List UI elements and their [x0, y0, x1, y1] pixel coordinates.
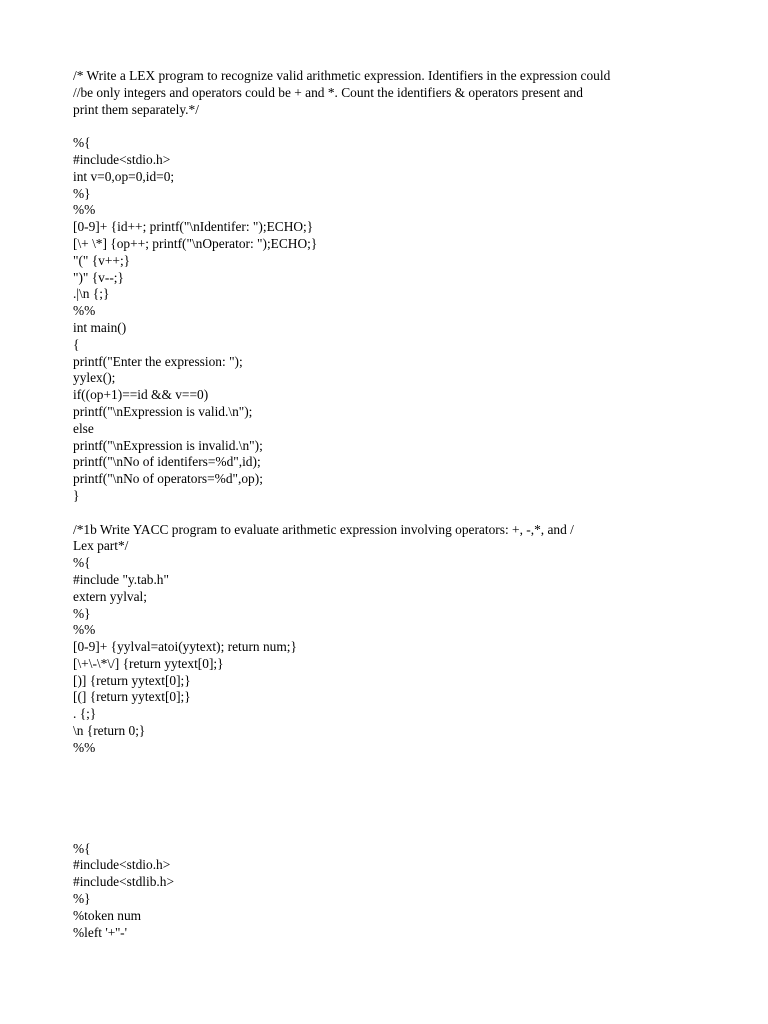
text-line: %% — [73, 303, 96, 319]
text-line: { — [73, 336, 80, 352]
lex-problem-statement — [73, 68, 713, 118]
text-line: ")" {v--;} — [73, 269, 124, 285]
text-line: #include "y.tab.h" — [73, 571, 169, 587]
text-line: printf("\nExpression is valid.\n"); — [73, 403, 253, 419]
text-line: printf("\nNo of identifers=%d",id); — [73, 454, 261, 470]
text-line: int v=0,op=0,id=0; — [73, 168, 175, 184]
document-page — [73, 68, 713, 941]
text-line: #include<stdio.h> — [73, 857, 171, 873]
lex-program-code — [73, 135, 713, 505]
paragraph-gap — [73, 118, 713, 135]
text-line: /* Write a LEX program to recognize valid arithmetic expression. Identifiers in the expression could — [73, 68, 611, 83]
blank-space — [73, 757, 713, 841]
text-line: [0-9]+ {id++; printf("\nIdentifer: ");ECHO;} — [73, 219, 314, 235]
text-line: } — [73, 487, 80, 503]
paragraph-gap — [73, 505, 713, 522]
text-line: %{ — [73, 135, 91, 151]
text-line: %{ — [73, 840, 91, 856]
text-line: //be only integers and operators could be + and *. Count the identifiers & operators present and — [73, 84, 583, 100]
text-line: \n {return 0;} — [73, 723, 146, 739]
text-line: %} — [73, 605, 91, 621]
text-line: %{ — [73, 555, 91, 571]
text-line: /*1b Write YACC program to evaluate arithmetic expression involving operators: +, -,*, and / — [73, 521, 574, 537]
text-line: #include<stdlib.h> — [73, 874, 175, 890]
text-line: printf("\nExpression is invalid.\n"); — [73, 437, 263, 453]
text-line: [\+\-\*\/] {return yytext[0];} — [73, 655, 224, 671]
text-line: [0-9]+ {yylval=atoi(yytext); return num;} — [73, 639, 297, 655]
text-line: %} — [73, 891, 91, 907]
text-line: %% — [73, 622, 96, 638]
text-line: yylex(); — [73, 370, 116, 386]
text-line: #include<stdio.h> — [73, 151, 171, 167]
yacc-program-code — [73, 841, 713, 942]
text-line: %% — [73, 739, 96, 755]
text-line: . {;} — [73, 706, 97, 722]
text-line: else — [73, 420, 94, 436]
text-line: printf("Enter the expression: "); — [73, 353, 243, 369]
text-line: if((op+1)==id && v==0) — [73, 387, 209, 403]
text-line: .|\n {;} — [73, 286, 110, 302]
yacc-lex-part-code — [73, 522, 713, 757]
text-line: %% — [73, 202, 96, 218]
text-line: %} — [73, 185, 91, 201]
text-line: [(] {return yytext[0];} — [73, 689, 191, 705]
text-line: printf("\nNo of operators=%d",op); — [73, 471, 263, 487]
text-line: int main() — [73, 319, 127, 335]
text-line: extern yylval; — [73, 588, 147, 604]
text-line: [\+ \*] {op++; printf("\nOperator: ");ECHO;} — [73, 235, 318, 251]
text-line: print them separately.*/ — [73, 101, 199, 117]
text-line: %token num — [73, 907, 142, 923]
text-line: %left '+''-' — [73, 924, 128, 940]
text-line: "(" {v++;} — [73, 252, 131, 268]
text-line: Lex part*/ — [73, 538, 129, 554]
text-line: [)] {return yytext[0];} — [73, 672, 191, 688]
